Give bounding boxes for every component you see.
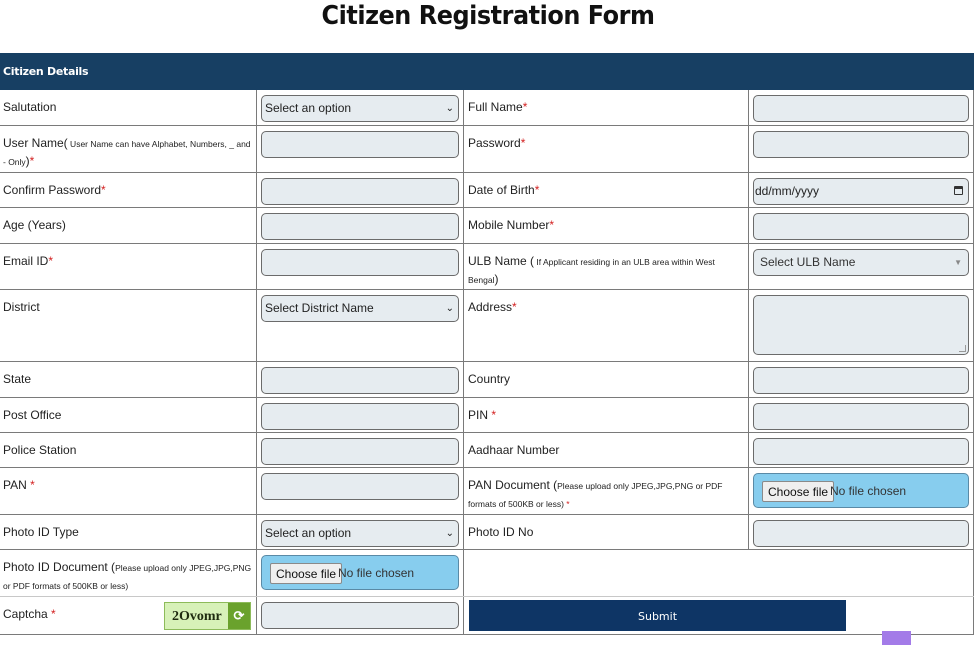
address-textarea[interactable] xyxy=(753,295,969,355)
mobile-number-input[interactable] xyxy=(753,213,969,240)
form-row xyxy=(0,398,974,433)
choose-file-button[interactable]: Choose file xyxy=(762,481,834,502)
chevron-down-icon: ⌄ xyxy=(445,528,454,539)
pan-document-label: PAN Document (Please upload only JPEG,JPG,PNG or PDF formats of 500KB or less) * xyxy=(468,478,723,509)
ulb-name-select[interactable]: Select ULB Name ▼ xyxy=(753,249,969,276)
password-input[interactable] xyxy=(753,131,969,158)
date-of-birth-label: Date of Birth* xyxy=(468,183,540,197)
page-title: Citizen Registration Form xyxy=(321,1,655,31)
age-input[interactable] xyxy=(261,213,459,240)
floating-widget-button[interactable] xyxy=(882,631,911,645)
form-row xyxy=(0,290,974,362)
post-office-input[interactable] xyxy=(261,403,459,430)
form-row xyxy=(0,597,974,635)
choose-file-button[interactable]: Choose file xyxy=(270,563,342,584)
file-status-text: No file chosen xyxy=(830,484,907,498)
country-label: Country xyxy=(468,372,511,386)
submit-button[interactable]: Submit xyxy=(469,600,846,631)
file-status-text: No file chosen xyxy=(338,566,415,580)
refresh-icon[interactable]: ⟳ xyxy=(228,603,250,629)
photo-id-no-input[interactable] xyxy=(753,520,969,547)
resize-handle-icon[interactable] xyxy=(959,345,966,352)
pin-label: PIN * xyxy=(468,408,497,422)
user-name-input[interactable] xyxy=(261,131,459,158)
pan-label: PAN * xyxy=(3,478,35,492)
confirm-password-input[interactable] xyxy=(261,178,459,205)
form-row xyxy=(0,515,974,550)
form-row xyxy=(0,468,974,515)
empty-cell xyxy=(463,550,974,596)
photo-id-type-label: Photo ID Type xyxy=(3,525,79,539)
captcha-image xyxy=(164,602,251,630)
password-label: Password* xyxy=(468,136,526,150)
dropdown-triangle-icon: ▼ xyxy=(954,258,962,267)
form-row xyxy=(0,550,974,597)
form-row xyxy=(0,208,974,244)
chevron-down-icon: ⌄ xyxy=(445,303,454,314)
calendar-icon[interactable] xyxy=(954,186,963,195)
photo-id-document-label: Photo ID Document (Please upload only JPEG,JPG,PNG or PDF formats of 500KB or less) xyxy=(3,560,252,591)
form-row xyxy=(0,90,974,126)
form-row xyxy=(0,433,974,468)
captcha-code: 2Ovomr xyxy=(172,609,222,624)
aadhaar-number-input[interactable] xyxy=(753,438,969,465)
photo-id-document-file-input[interactable] xyxy=(261,555,459,590)
district-select[interactable]: Select District Name ⌄ xyxy=(261,295,459,322)
country-input[interactable] xyxy=(753,367,969,394)
address-label: Address* xyxy=(468,300,517,314)
form-row xyxy=(0,173,974,208)
district-label: District xyxy=(3,300,40,314)
section-header-citizen-details: Citizen Details xyxy=(0,53,974,90)
ulb-name-label: ULB Name ( If Applicant residing in an ULB area within West Bengal) xyxy=(468,254,715,286)
state-label: State xyxy=(3,372,32,386)
date-of-birth-input[interactable]: dd/mm/yyyy xyxy=(753,178,969,205)
form-row xyxy=(0,244,974,290)
full-name-input[interactable] xyxy=(753,95,969,122)
salutation-label: Salutation xyxy=(3,100,57,114)
email-id-label: Email ID* xyxy=(3,254,54,268)
captcha-input[interactable] xyxy=(261,602,459,629)
email-id-input[interactable] xyxy=(261,249,459,276)
user-name-label: User Name( User Name can have Alphabet, Numbers, _ and - Only)* xyxy=(3,136,251,168)
chevron-down-icon: ⌄ xyxy=(445,103,454,114)
police-station-input[interactable] xyxy=(261,438,459,465)
pan-document-file-input[interactable] xyxy=(753,473,969,508)
form-row xyxy=(0,362,974,398)
photo-id-type-select[interactable]: Select an option ⌄ xyxy=(261,520,459,547)
pin-input[interactable] xyxy=(753,403,969,430)
mobile-number-label: Mobile Number* xyxy=(468,218,555,232)
age-label: Age (Years) xyxy=(3,218,66,232)
pan-input[interactable] xyxy=(261,473,459,500)
post-office-label: Post Office xyxy=(3,408,62,422)
captcha-label: Captcha * xyxy=(3,607,56,621)
aadhaar-number-label: Aadhaar Number xyxy=(468,443,560,457)
salutation-select[interactable]: Select an option ⌄ xyxy=(261,95,459,122)
form-row xyxy=(0,126,974,173)
full-name-label: Full Name* xyxy=(468,100,528,114)
police-station-label: Police Station xyxy=(3,443,77,457)
photo-id-no-label: Photo ID No xyxy=(468,525,534,539)
state-input[interactable] xyxy=(261,367,459,394)
confirm-password-label: Confirm Password* xyxy=(3,183,106,197)
